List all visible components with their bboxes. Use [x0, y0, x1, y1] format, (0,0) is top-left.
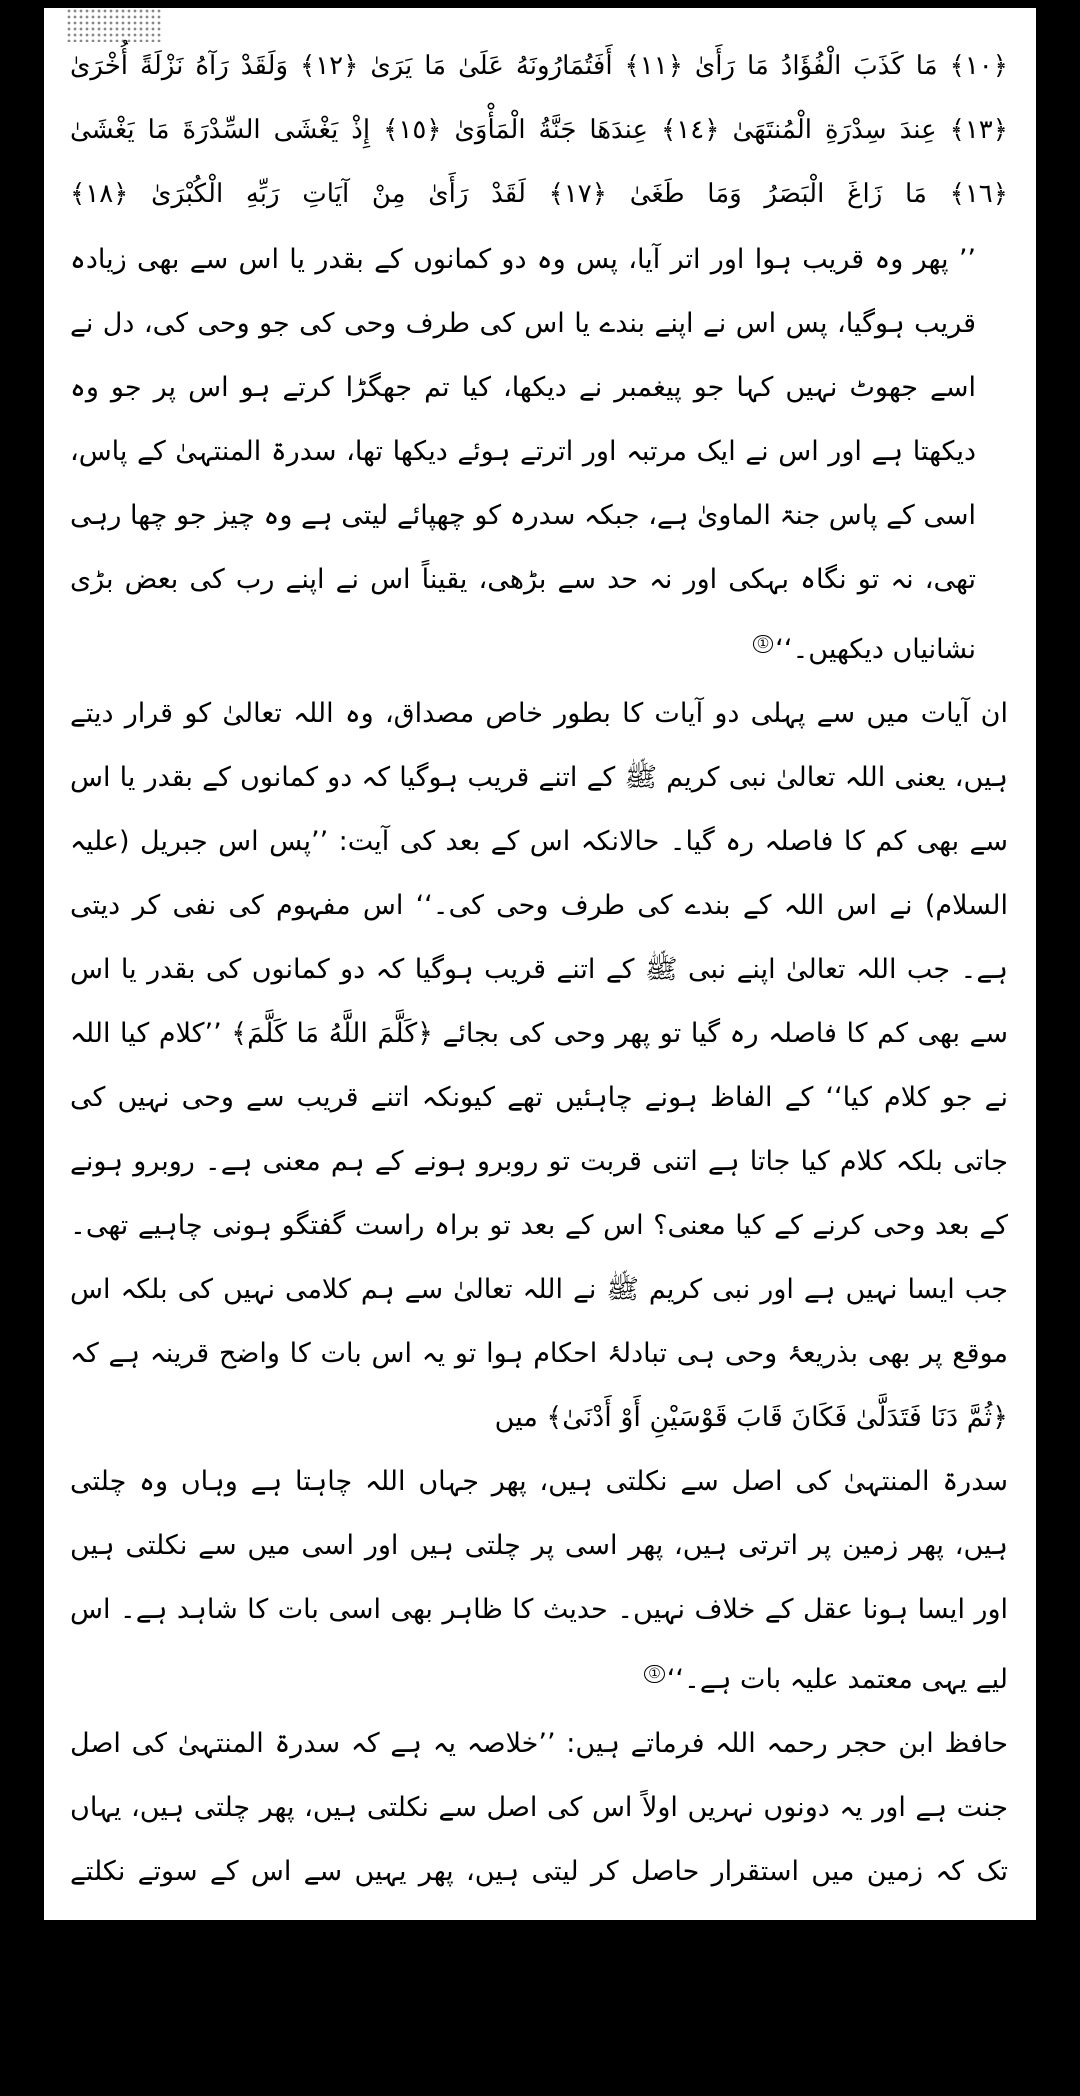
document-page: [44, 8, 1036, 2079]
page-content: [64, 34, 1014, 2096]
footnote-marker-2: ①: [644, 1665, 665, 1683]
paragraph-3: [64, 1712, 1014, 1968]
paragraph-2-text: سدرۃ المنتہیٰ کی اصل سے نکلتی ہیں، پھر جہاں اللہ چاہتا ہے وہاں وہ چلتی ہیں، پھر زمین پر اترتی ہیں، پھر اسی پر چلتی ہیں اور اسی میں سے نکلتی ہیں اور ایسا ہونا عقل کے خلاف نہیں۔ حدیث کا ظاہر بھی اسی بات کا شاہد ہے۔ اس لیے یہی معتمد علیہ بات ہے۔‘‘: [70, 1466, 1008, 1695]
paragraph-4: [64, 1968, 1014, 2096]
paragraph-1-text: ان آیات میں سے پہلی دو آیات کا بطور خاص مصداق، وہ اللہ تعالیٰ کو قرار دیتے ہیں، یعنی اللہ تعالیٰ نبی کریم ﷺ کے اتنے قریب ہوگیا کہ دو کمانوں کے بقدر یا اس سے بھی کم کا فاصلہ رہ گیا۔ حالانکہ اس کے بعد کی آیت: ’’پس اس جبریل (علیہ السلام) نے اس اللہ کے بندے کی طرف وحی کی۔‘‘ اس مفہوم کی نفی کر دیتی ہے۔ جب اللہ تعالیٰ اپنے نبی ﷺ کے اتنے قریب ہوگیا کہ دو کمانوں کی بقدر یا اس سے بھی کم کا فاصلہ رہ گیا تو پھر وحی کی بجائے ﴿كَلَّمَ اللَّهُ مَا كَلَّمَ﴾ ’’کلام کیا اللہ نے جو کلام کیا‘‘ کے الفاظ ہونے چاہئیں تھے کیونکہ اتنے قریب سے وحی نہیں کی جاتی بلکہ کلام کیا جاتا ہے اتنی قربت تو روبرو ہونے کے ہم معنی ہے۔ روبرو ہونے کے بعد وحی کرنے کے کیا معنی؟ اس کے بعد تو براہ راست گفتگو ہونی چاہیے تھی۔ جب ایسا نہیں ہے اور نبی کریم ﷺ نے اللہ تعالیٰ سے ہم کلامی نہیں کی بلکہ اس موقع پر بھی بذریعۂ وحی ہی تبادلۂ احکام ہوا تو یہ اس بات کا واضح قرینہ ہے کہ ﴿ثُمَّ دَنَا فَتَدَلَّىٰ فَكَانَ قَابَ قَوْسَيْنِ أَوْ أَدْنَىٰ﴾ میں: [70, 698, 1008, 1433]
paragraph-1: [64, 682, 1014, 1450]
translation-text: ’’ پھر وہ قریب ہوا اور اتر آیا، پس وہ دو کمانوں کے بقدر یا اس سے بھی زیادہ قریب ہوگیا، پس اس نے اپنے بندے یا اس کی طرف وحی کی جو وحی کی، دل نے اسے جھوٹ نہیں کہا جو پیغمبر نے دیکھا، کیا تم جھگڑا کرتے ہو اس پر جو وہ دیکھتا ہے اور اس نے ایک مرتبہ اور اترتے ہوئے دیکھا تھا، سدرۃ المنتہیٰ کے پاس، اسی کے پاس جنۃ الماویٰ ہے، جبکہ سدرہ کو چھپائے لیتی ہے وہ چیز جو چھا رہی تھی، نہ تو نگاہ بہکی اور نہ حد سے بڑھی، یقیناً اس نے اپنے رب کی بعض بڑی نشانیاں دیکھیں۔‘‘: [70, 244, 976, 665]
quran-verses: [64, 34, 1014, 226]
paragraph-2: [64, 1450, 1014, 1712]
translation-quote: [64, 228, 1014, 682]
paragraph-3-text: حافظ ابن حجر رحمہ اللہ فرماتے ہیں: ’’خلاصہ یہ ہے کہ سدرۃ المنتہیٰ کی اصل جنت ہے اور یہ دونوں نہریں اولاً اس کی اصل سے نکلتی ہیں، پھر چلتی ہیں، یہاں تک کہ زمین میں استقرار حاصل کر لیتی ہیں، پھر یہیں سے اس کے سوتے نکلتے ہیں۔‘‘: [70, 1728, 1008, 1951]
reference-note: (حوالۂ مذکور): [70, 1920, 231, 1951]
footnote-marker-1: ①: [753, 635, 774, 653]
paragraph-4-text: شیخ البانی رحمہ اللہ لکھتے ہیں: ’’ان نہروں کے جنت سے ہونے سے مراد شاید یہ ہے کہ ان کی: [70, 1984, 1008, 2079]
verse-line-2: ﴿١٣﴾ عِندَ سِدْرَةِ الْمُنتَهَىٰ ﴿١٤﴾ عِندَهَا جَنَّةُ الْمَأْوَىٰ ﴿١٥﴾ إِذْ يَغْشَى السِّدْرَةَ مَا يَغْشَىٰ: [70, 115, 1009, 145]
verse-line-1: ﴿١٠﴾ مَا كَذَبَ الْفُؤَادُ مَا رَأَىٰ ﴿١١﴾ أَفَتُمَارُونَهُ عَلَىٰ مَا يَرَىٰ ﴿١٢﴾ وَلَقَدْ رَآهُ نَزْلَةً أُخْرَىٰ: [70, 51, 1008, 81]
verse-line-3: ﴿١٦﴾ مَا زَاغَ الْبَصَرُ وَمَا طَغَىٰ ﴿١٧﴾ لَقَدْ رَأَىٰ مِنْ آيَاتِ رَبِّهِ الْكُبْرَىٰ ﴿١٨﴾: [70, 179, 1008, 209]
